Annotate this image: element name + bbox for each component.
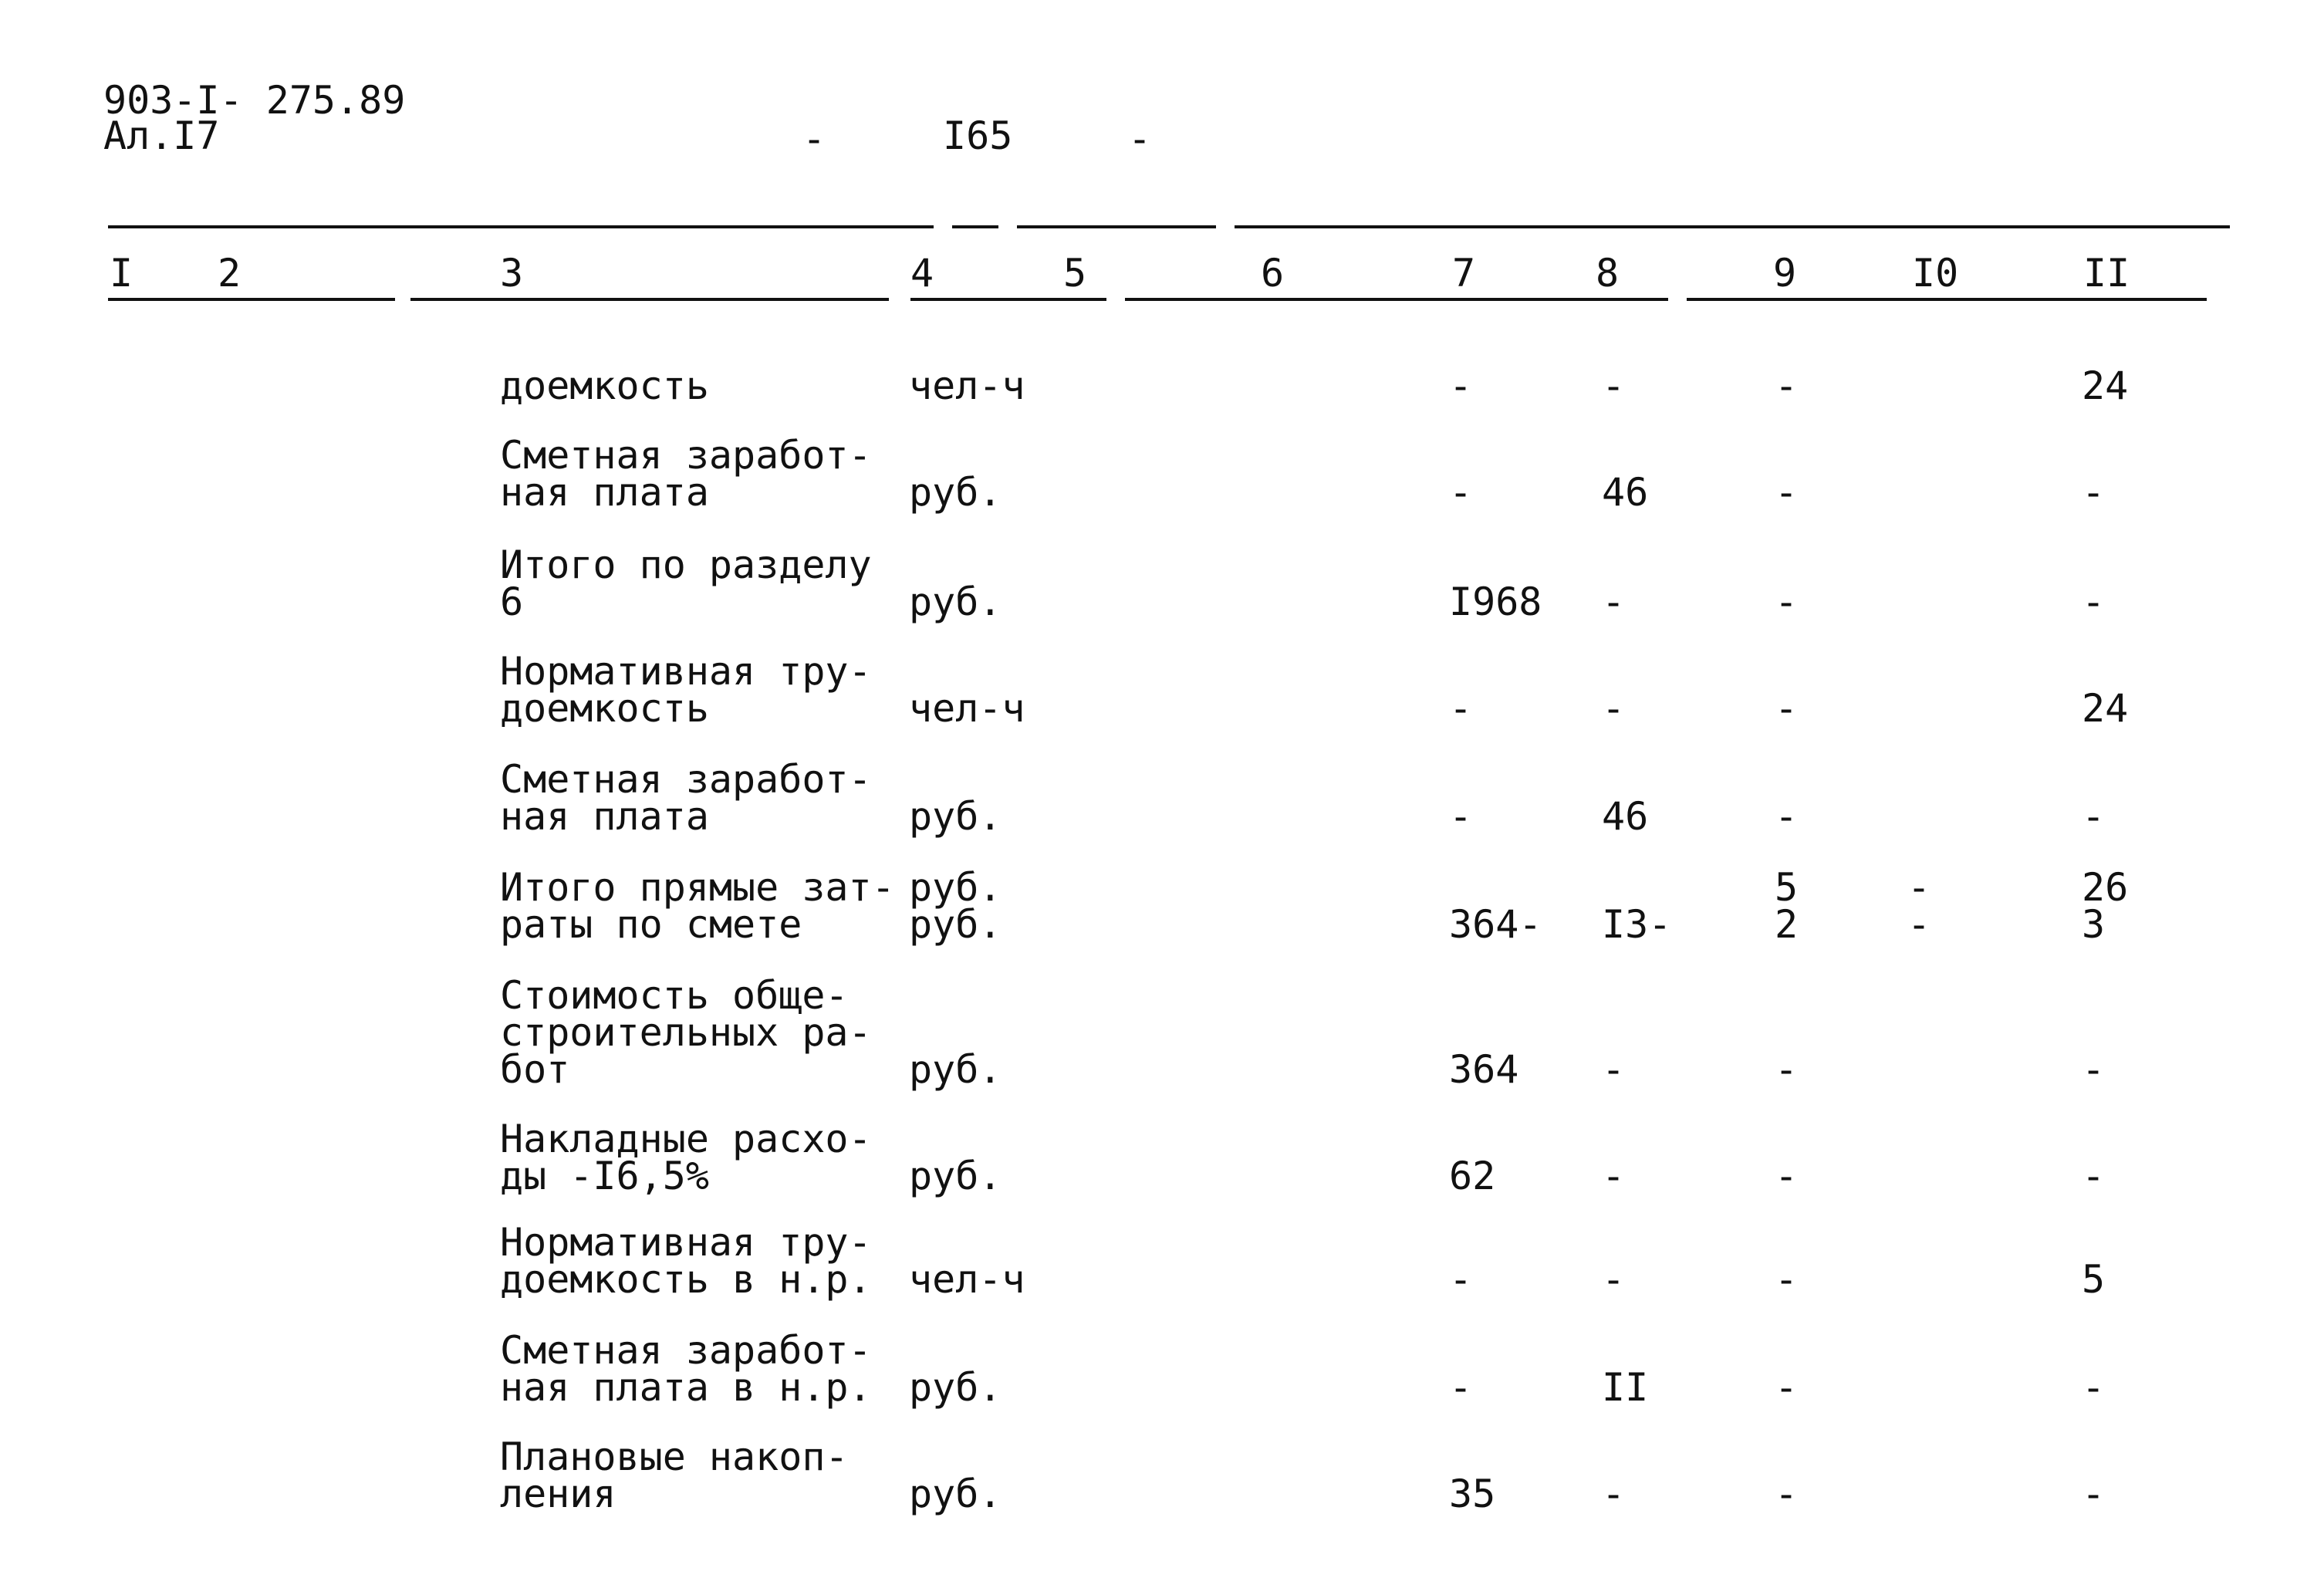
row-unit: чел-ч	[909, 686, 1025, 731]
top-rule	[108, 225, 934, 228]
row-unit: руб.	[909, 1154, 1002, 1198]
row-col-7: I968	[1449, 580, 1542, 624]
document-code: 903-I- 275.89	[103, 78, 406, 123]
row-col-7: -	[1449, 686, 1473, 731]
row-col-9: 5 2	[1775, 865, 1799, 947]
row-col-9: -	[1775, 1047, 1799, 1092]
row-item-name: Нормативная тру- доемкость в н.р.	[500, 1220, 872, 1302]
row-col-9: -	[1775, 1257, 1799, 1302]
header-rule	[1687, 298, 2207, 301]
row-col-10: - -	[1907, 865, 1931, 947]
row-col-7: -	[1449, 363, 1473, 408]
column-header-11: II	[2083, 251, 2130, 296]
row-col-9: -	[1775, 1154, 1799, 1198]
header-rule	[108, 298, 395, 301]
row-item-name: доемкость	[500, 363, 709, 408]
row-col-9: -	[1775, 686, 1799, 731]
column-header-3: 3	[500, 251, 524, 296]
row-unit: руб.	[909, 1047, 1002, 1092]
row-col-9: -	[1775, 1365, 1799, 1410]
column-header-4: 4	[910, 251, 934, 296]
row-col-7: 35	[1449, 1472, 1496, 1516]
column-header-9: 9	[1773, 251, 1797, 296]
row-col-7: 364-	[1449, 902, 1542, 947]
row-item-name: Сметная заработ- ная плата	[500, 433, 872, 515]
page-dash-left: -	[802, 117, 826, 161]
row-col-8: -	[1602, 1047, 1626, 1092]
row-col-11: 5	[2082, 1257, 2106, 1302]
page-number: I65	[943, 113, 1013, 158]
row-col-11: -	[2082, 794, 2106, 839]
row-col-8: -	[1602, 363, 1626, 408]
row-col-9: -	[1775, 363, 1799, 408]
row-col-9: -	[1775, 580, 1799, 624]
row-item-name: Накладные расхо- ды -I6,5%	[500, 1117, 872, 1198]
row-col-11: -	[2082, 470, 2106, 515]
row-col-8: I3-	[1602, 902, 1672, 947]
row-col-8: -	[1602, 580, 1626, 624]
row-unit: руб.	[909, 794, 1002, 839]
row-col-8: II	[1602, 1365, 1649, 1410]
row-col-7: 364	[1449, 1047, 1519, 1092]
column-header-8: 8	[1596, 251, 1620, 296]
row-item-name: Итого прямые зат- раты по смете	[500, 865, 895, 947]
row-unit: руб.	[909, 470, 1002, 515]
sheet-label: Ал.I7	[103, 113, 220, 158]
header-rule	[1125, 298, 1418, 301]
row-item-name: Стоимость обще- строительных ра- бот	[500, 973, 872, 1092]
row-col-9: -	[1775, 794, 1799, 839]
column-header-10: I0	[1912, 251, 1959, 296]
row-col-8: 46	[1602, 470, 1649, 515]
page-dash-right: -	[1128, 117, 1152, 161]
header-rule	[910, 298, 1106, 301]
row-col-9: -	[1775, 470, 1799, 515]
row-col-8: -	[1602, 686, 1626, 731]
row-item-name: Итого по разделу 6	[500, 542, 872, 624]
row-unit: руб. руб.	[909, 865, 1002, 947]
row-item-name: Плановые накоп- ления	[500, 1434, 849, 1516]
header-rule	[410, 298, 889, 301]
row-col-8: -	[1602, 1257, 1626, 1302]
row-col-8: 46	[1602, 794, 1649, 839]
row-col-11: 24	[2082, 363, 2129, 408]
row-col-11: -	[2082, 1047, 2106, 1092]
row-item-name: Нормативная тру- доемкость	[500, 649, 872, 731]
row-col-7: 62	[1449, 1154, 1496, 1198]
top-rule	[952, 225, 998, 228]
row-col-8: -	[1602, 1472, 1626, 1516]
row-col-11: -	[2082, 1365, 2106, 1410]
header-rule	[1406, 298, 1668, 301]
row-col-7: -	[1449, 794, 1473, 839]
top-rule	[1017, 225, 1216, 228]
column-header-7: 7	[1452, 251, 1476, 296]
row-col-11: -	[2082, 1472, 2106, 1516]
row-col-11: 26 3	[2082, 865, 2129, 947]
row-col-11: -	[2082, 1154, 2106, 1198]
row-col-8: -	[1602, 1154, 1626, 1198]
row-item-name: Сметная заработ- ная плата в н.р.	[500, 1328, 872, 1410]
row-col-9: -	[1775, 1472, 1799, 1516]
row-col-11: -	[2082, 580, 2106, 624]
row-col-7: -	[1449, 1257, 1473, 1302]
column-header-1: I	[110, 251, 133, 296]
row-item-name: Сметная заработ- ная плата	[500, 757, 872, 839]
row-unit: руб.	[909, 1365, 1002, 1410]
top-rule	[1235, 225, 2230, 228]
column-header-6: 6	[1261, 251, 1285, 296]
row-unit: чел-ч	[909, 363, 1025, 408]
row-col-11: 24	[2082, 686, 2129, 731]
row-col-7: -	[1449, 470, 1473, 515]
column-header-2: 2	[218, 251, 242, 296]
row-unit: чел-ч	[909, 1257, 1025, 1302]
row-unit: руб.	[909, 1472, 1002, 1516]
row-unit: руб.	[909, 580, 1002, 624]
column-header-5: 5	[1063, 251, 1087, 296]
row-col-7: -	[1449, 1365, 1473, 1410]
